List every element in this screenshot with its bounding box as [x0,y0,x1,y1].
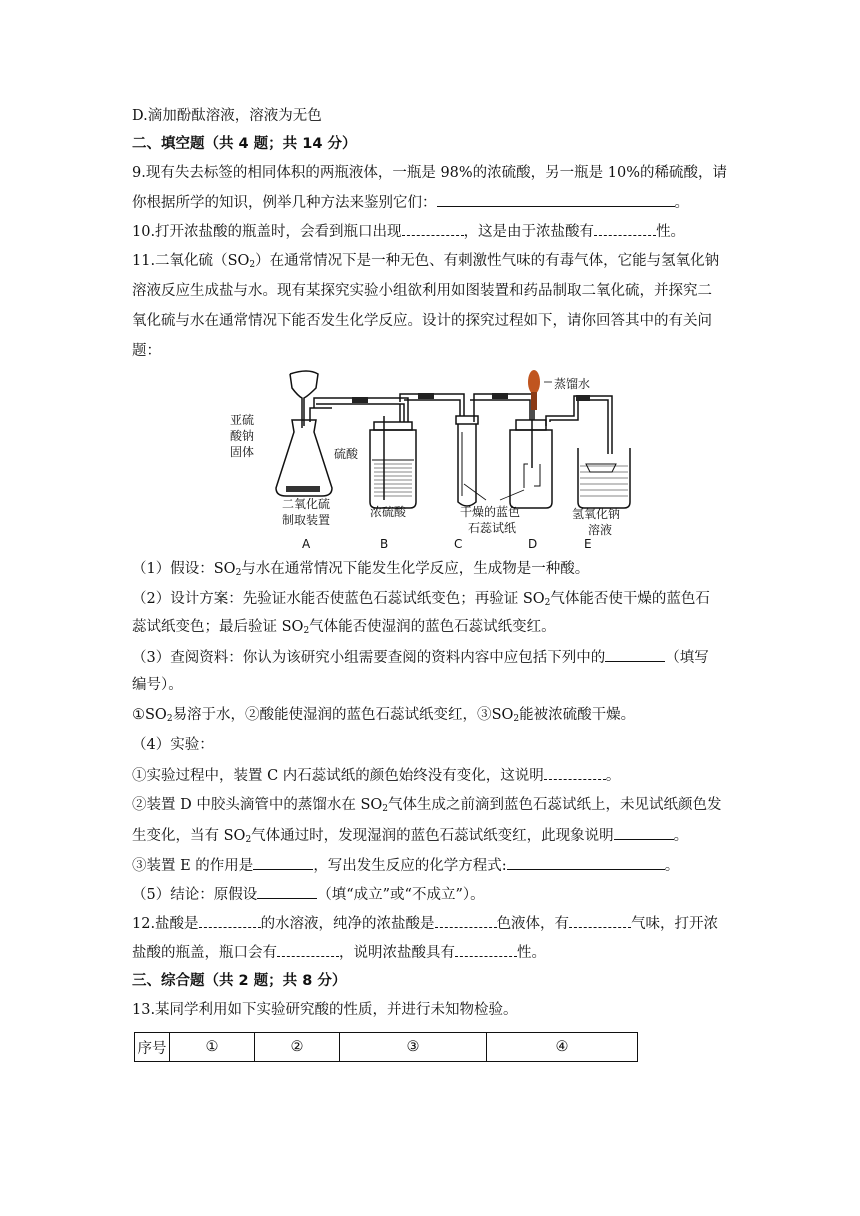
q11-part5 [132,884,485,905]
table-header-cell: ② [255,1033,340,1062]
q11-part3-end: （填写 [665,650,709,666]
q12-line2 [132,942,546,963]
label-sodium-sulfite-3: 固体 [230,445,255,459]
section-3-title: 三、综合题（共 2 题；共 8 分） [132,973,347,989]
tube-c [458,424,476,506]
q11-part3-options: $①SO_2$易溶于水，②酸能使湿润的蓝色石蕊试纸变红，$③SO_2$能被浓硫酸干燥。 [132,707,636,724]
q11-part4-2-end: 。 [673,828,689,844]
q11-part4-3-text-1: ③装置 E 的作用是 [132,858,254,874]
q9-answer-blank[interactable] [437,192,675,207]
table-header-cell: ④ [487,1033,638,1062]
q12-blank-1[interactable] [199,913,261,928]
q9-line2-text: 你根据所学的知识，例举几种方法来鉴别它们： [132,195,437,211]
label-sulfuric-acid: 硫酸 [334,447,359,461]
q11-part4-3 [132,855,679,876]
q11-part4-3-text-2: ，写出发生反应的化学方程式: [313,858,507,874]
q12-text-4: 气味，打开浓 [631,916,719,932]
q11-part4-3-blank-2[interactable] [507,855,665,870]
label-naoh-2: 溶液 [588,523,613,537]
q12-blank-5[interactable] [455,942,517,957]
label-c: C [454,537,463,551]
q11-part3-text: （3）查阅资料：你认为该研究小组需要查阅的资料内容中应包括下列中的 [132,650,606,666]
q11-part3-line2: 编号）。 [132,677,183,693]
bottle-d [510,430,552,508]
apparatus-diagram [228,368,640,554]
q9-line2-end: 。 [674,195,689,211]
label-dry-litmus-2: 石蕊试纸 [468,521,517,535]
table-row [135,1033,638,1062]
label-distilled-water: 蒸馏水 [554,377,591,391]
q11-part3-line1 [132,647,709,668]
q11-part4: （4）实验： [132,737,214,753]
q11-part4-2-text: 生变化，当有 $SO_2$气体通过时，发现湿润的蓝色石蕊试纸变红，此现象说明 [132,828,614,845]
q12-text-5: 盐酸的瓶盖，瓶口会有 [132,945,277,961]
q11-part4-1 [132,765,620,786]
q10-text-3: 性。 [656,224,686,240]
label-e: E [584,537,592,551]
q13-text: 13.某同学利用如下实验研究酸的性质，并进行未知物检验。 [132,1002,518,1018]
q12-text-2: 的水溶液，纯净的浓盐酸是 [260,916,435,932]
q12-blank-2[interactable] [435,913,497,928]
label-d: D [528,537,538,551]
q11-line1: 11.二氧化硫$(SO_2)$在通常情况下是一种无色、有刺激性气味的有毒气体，它能与氢氧化钠 [132,253,720,270]
q11-line3: 氧化硫与水在通常情况下能否发生化学反应。设计的探究过程如下，请你回答其中的有关问 [132,313,712,329]
q12-text-1: 12.盐酸是 [132,916,199,932]
q11-part5-end: （填“成立”或“不成立”）。 [317,887,485,903]
label-so2-device-2: 制取装置 [282,513,331,527]
q11-part2-line1: （2）设计方案：先验证水能否使蓝色石蕊试纸变色；再验证 $SO_2$气体能否使干燥的蓝色石 [132,591,710,608]
q10-line [132,221,685,242]
flask-a [276,420,332,496]
q12-line1 [132,913,718,934]
q13-table [134,1032,638,1062]
q10-blank-2[interactable] [594,221,656,236]
q11-part4-3-blank-1[interactable] [253,855,313,870]
label-a: A [302,537,311,551]
q11-line4: 题： [132,343,161,359]
q11-part3-blank[interactable] [605,647,665,662]
q11-part4-2-line2 [132,825,688,850]
q11-part2-line2: 蕊试纸变色；最后验证 $SO_2$气体能否使湿润的蓝色石蕊试纸变红。 [132,619,556,636]
label-sodium-sulfite-1: 亚硫 [230,413,255,427]
q10-text-2: ，这是由于浓盐酸有 [463,224,595,240]
table-header-cell: ① [170,1033,255,1062]
label-conc-h2so4: 浓硫酸 [370,505,407,519]
q9-line1: 9.现有失去标签的相同体积的两瓶液体，一瓶是 98%的浓硫酸，另一瓶是 10%的稀硫酸，请 [132,165,728,181]
q11-part4-3-end: 。 [664,858,680,874]
q11-part4-2-line1: ②装置 D 中胶头滴管中的蒸馏水在 $SO_2$气体生成之前滴到蓝色石蕊试纸上，未见试纸颜色发 [132,797,722,814]
table-header-cell: 序号 [135,1033,170,1062]
q11-part4-1-end: 。 [605,768,621,784]
label-b: B [380,537,389,551]
q12-text-6: ，说明浓盐酸具有 [339,945,455,961]
q11-part4-2-blank[interactable] [614,825,674,840]
q12-text-3: 色液体，有 [496,916,570,932]
q10-text-1: 10.打开浓盐酸的瓶盖时，会看到瓶口出现 [132,224,402,240]
label-dry-litmus-1: 干燥的蓝色 [460,505,521,519]
q12-text-7: 性。 [517,945,546,961]
section-2-title: 二、填空题（共 4 题；共 14 分） [132,136,357,152]
dropper-bulb [528,370,540,394]
q11-part5-text: （5）结论：原假设 [132,887,258,903]
q11-part4-1-text: ①实验过程中，装置 C 内石蕊试纸的颜色始终没有变化，这说明 [132,768,544,784]
label-so2-device-1: 二氧化硫 [282,497,331,511]
option-d: D.滴加酚酞溶液，溶液为无色 [132,108,322,124]
q12-blank-4[interactable] [277,942,339,957]
q11-line2: 溶液反应生成盐与水。现有某探究实验小组欲利用如图装置和药品制取二氧化硫，并探究二 [132,283,712,299]
q11-part4-1-blank[interactable] [544,765,606,780]
q10-blank-1[interactable] [402,221,464,236]
table-header-cell: ③ [340,1033,487,1062]
q12-blank-3[interactable] [569,913,631,928]
q11-part1: （1）假设：$SO_2$与水在通常情况下能发生化学反应，生成物是一种酸。 [132,561,590,578]
label-sodium-sulfite-2: 酸钠 [230,429,255,443]
q9-line2 [132,192,689,213]
label-naoh-1: 氢氧化钠 [572,507,621,521]
q11-part5-blank[interactable] [257,884,317,899]
